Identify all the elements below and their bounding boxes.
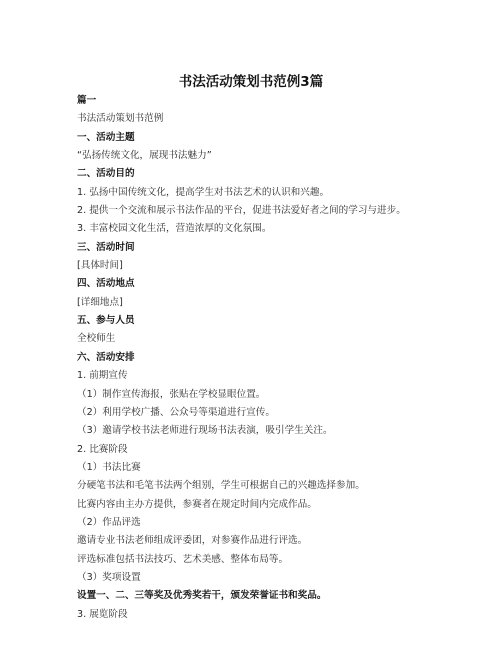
text-line: 比赛内容由主办方提供，参赛者在规定时间内完成作品。	[77, 498, 317, 510]
text-line: （1）制作宣传海报，张贴在学校显眼位置。	[77, 388, 266, 400]
text-line: （1）书法比赛	[77, 461, 141, 473]
text-line: [具体时间]	[77, 260, 123, 272]
text-line: （2）利用学校广播、公众号等渠道进行宣传。	[77, 406, 275, 418]
text-line: 3. 展览阶段	[77, 608, 128, 620]
text-line: 1. 弘扬中国传统文化，提高学生对书法艺术的认识和兴趣。	[77, 186, 330, 198]
section-heading: 六、活动安排	[77, 351, 135, 363]
text-line: 1. 前期宣传	[77, 370, 128, 382]
text-line: 3. 丰富校园文化生活，营造浓厚的文化氛围。	[77, 223, 272, 235]
document-title: 书法活动策划书范例3篇	[178, 74, 324, 90]
section-heading: 篇一	[77, 95, 97, 106]
section-heading: 三、活动时间	[77, 241, 135, 253]
text-line: 2. 提供一个交流和展示书法作品的平台，促进书法爱好者之间的学习与进步。	[77, 205, 406, 217]
text-line: （3）奖项设置	[77, 571, 141, 583]
section-heading: 五、参与人员	[77, 315, 135, 327]
section-heading: 四、活动地点	[77, 278, 135, 290]
text-line: 分硬笔书法和毛笔书法两个组别，学生可根据自己的兴趣选择参加。	[77, 480, 365, 492]
text-line: [详细地点]	[77, 296, 123, 308]
text-line: “弘扬传统文化，展现书法魅力”	[77, 150, 212, 162]
text-line: 评选标准包括书法技巧、艺术美感、整体布局等。	[77, 553, 289, 565]
text-line: 2. 比赛阶段	[77, 443, 128, 455]
document-body	[77, 92, 477, 624]
text-line: 书法活动策划书范例	[77, 113, 164, 125]
section-heading: 二、活动目的	[77, 168, 135, 180]
text-line: 全校师生	[77, 333, 116, 345]
section-heading: 一、活动主题	[77, 131, 135, 143]
text-line: （2）作品评选	[77, 516, 141, 528]
text-line: （3）邀请学校书法老师进行现场书法表演，吸引学生关注。	[77, 425, 333, 437]
text-line: 设置一、二、三等奖及优秀奖若干，颁发荣誉证书和奖品。	[77, 590, 327, 602]
text-line: 邀请专业书法老师组成评委团，对参赛作品进行评选。	[77, 535, 308, 547]
